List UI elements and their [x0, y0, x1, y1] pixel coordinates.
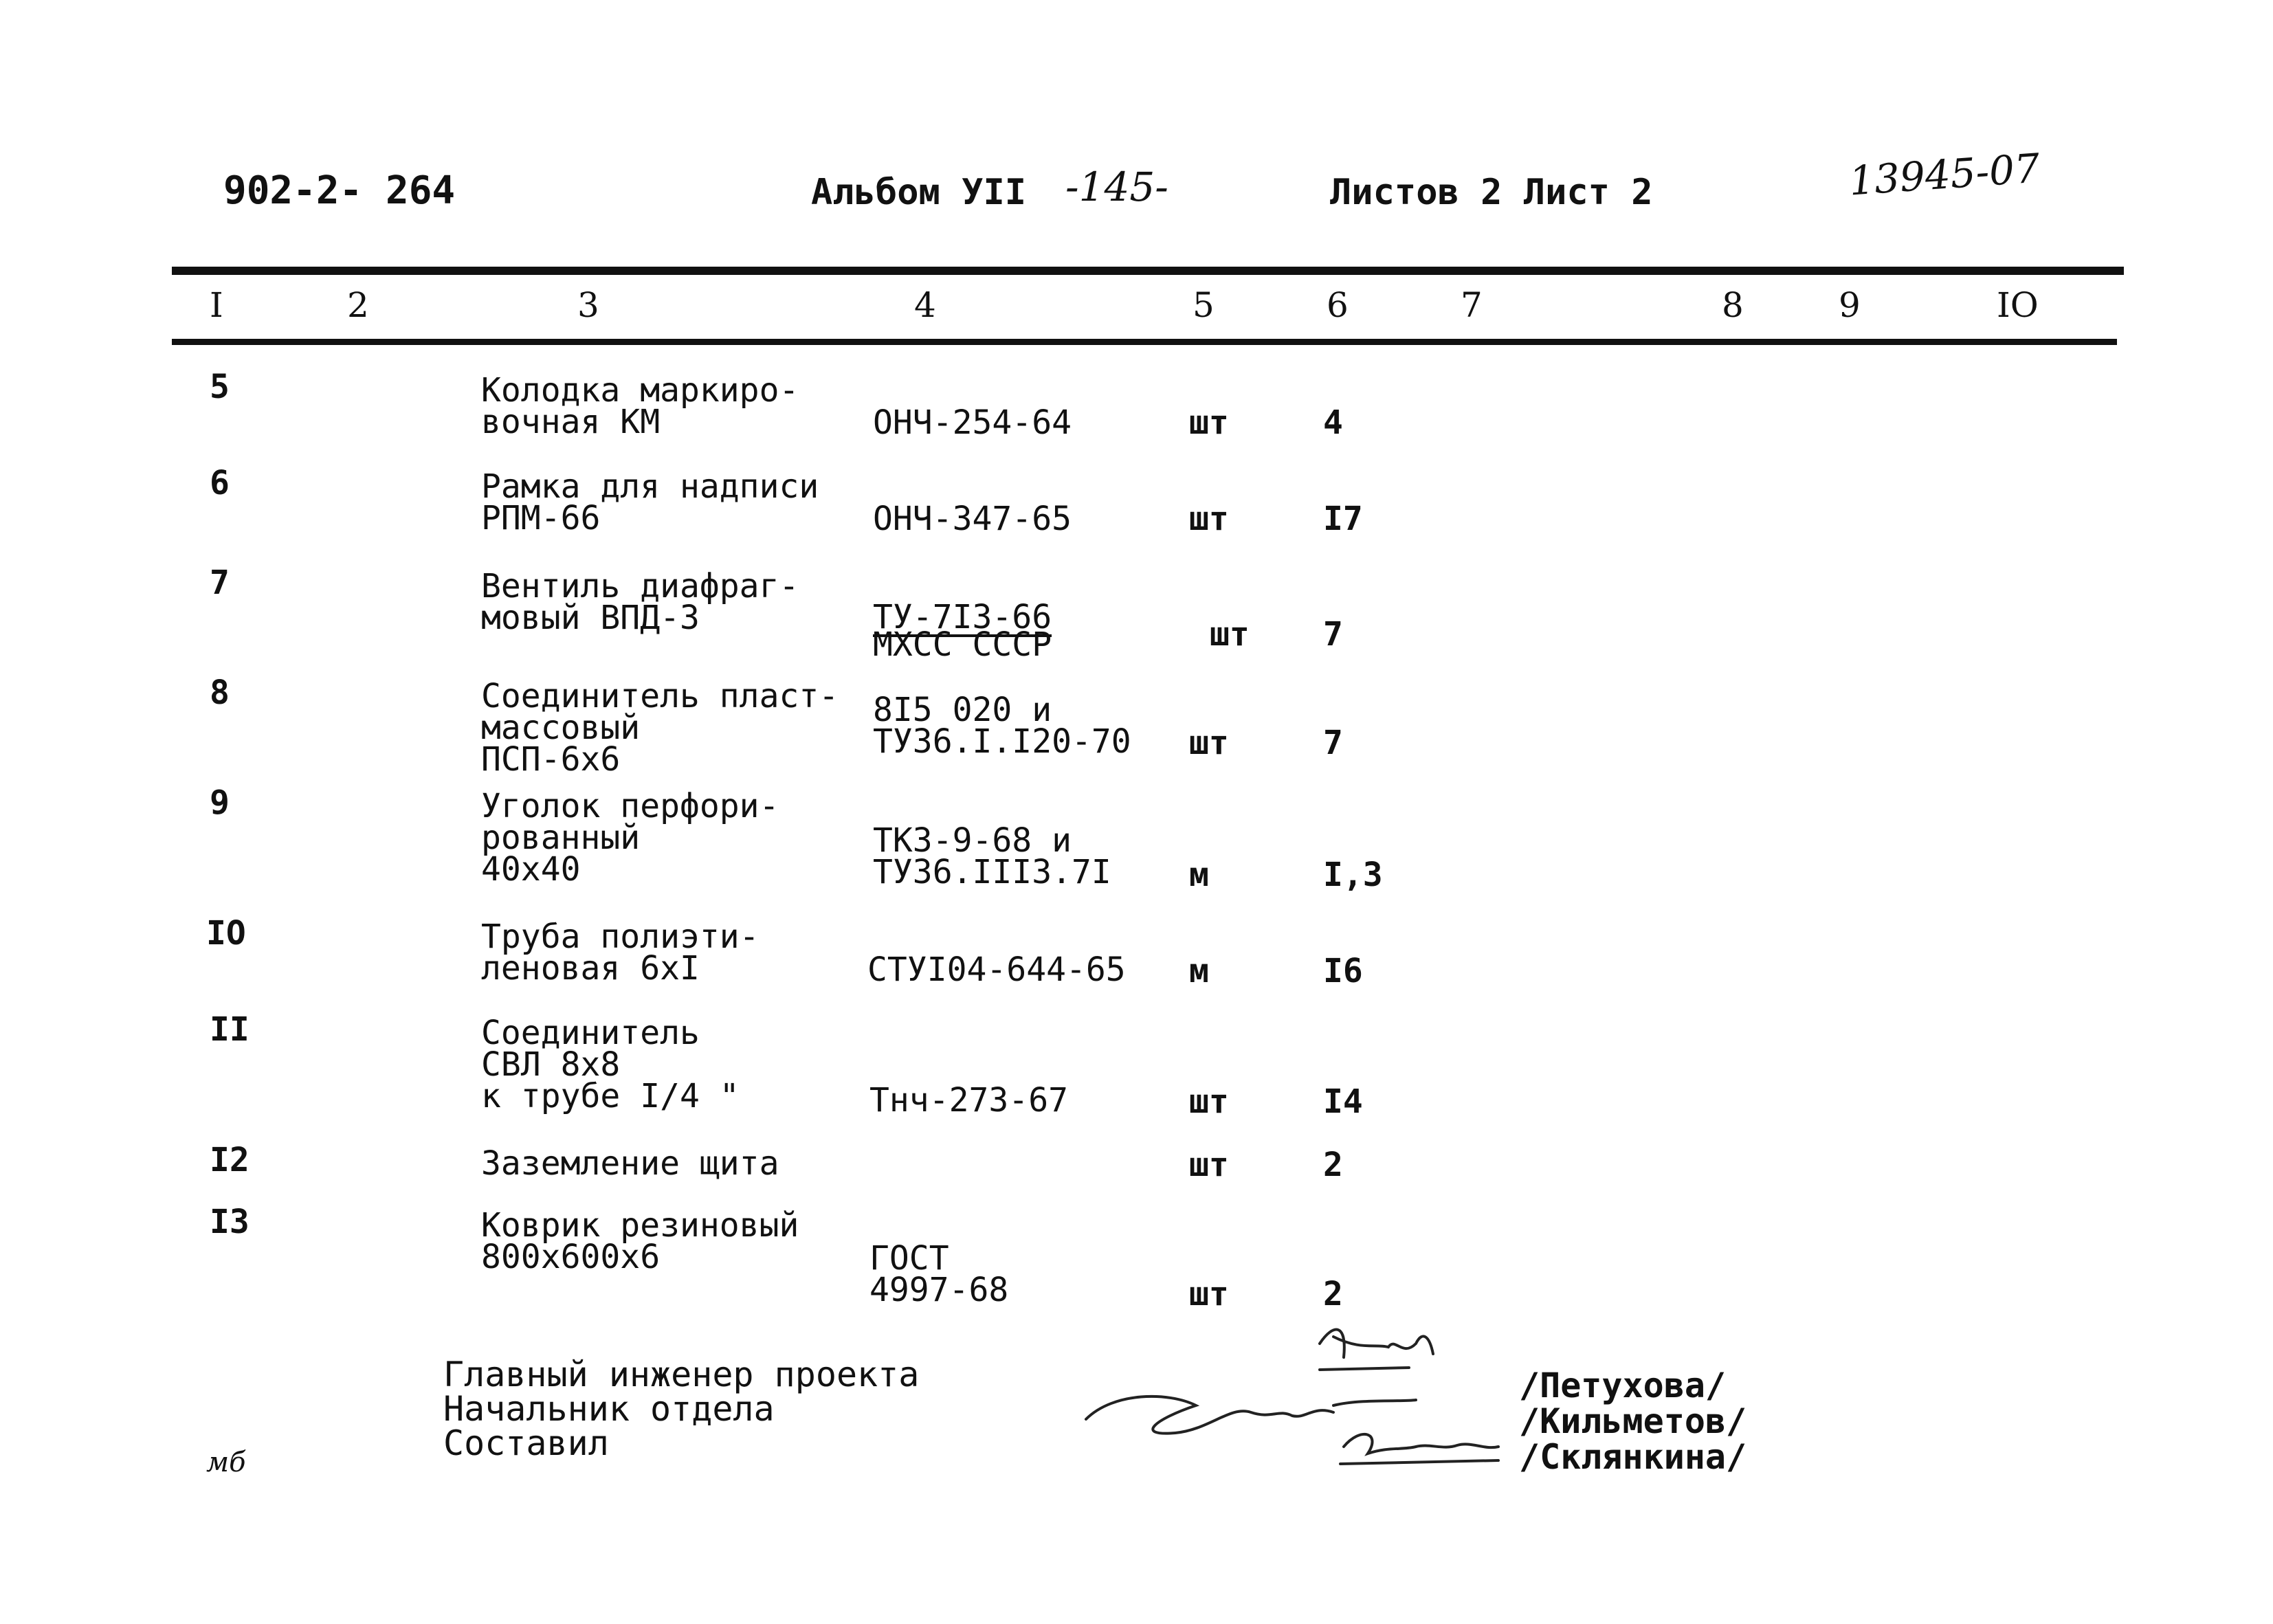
- column-header-3: 3: [577, 285, 599, 325]
- name-petukhova: /Петухова/: [1519, 1366, 1727, 1405]
- item-name-line: массовый: [481, 709, 641, 747]
- item-quantity: 2: [1323, 1275, 1343, 1313]
- item-name-line: Уголок перфори-: [481, 787, 779, 825]
- signature-names: [1519, 1368, 1747, 1475]
- item-spec: ОНЧ-347-65: [873, 500, 1072, 538]
- item-spec-line: ТКЗ-9-68 и: [873, 821, 1072, 860]
- row-number: I3: [210, 1203, 250, 1241]
- item-quantity: 7: [1323, 615, 1343, 654]
- role-chief-engineer: Главный инженер проекта: [443, 1355, 920, 1394]
- item-unit: шт: [1189, 403, 1229, 442]
- row-number: 7: [210, 564, 230, 602]
- row-number: 8: [210, 674, 230, 712]
- item-name-line: Соединитель пласт-: [481, 677, 839, 715]
- item-name-line: Заземление щита: [481, 1144, 779, 1183]
- item-name-line: Соединитель: [481, 1014, 700, 1052]
- item-quantity: 7: [1323, 724, 1343, 762]
- document-code: 902-2- 264: [223, 168, 456, 213]
- name-kilmetov: /Кильметов/: [1519, 1401, 1747, 1441]
- signature-roles: [443, 1355, 920, 1463]
- item-unit: шт: [1189, 724, 1229, 762]
- item-name: [481, 1144, 779, 1183]
- item-name: [481, 567, 799, 637]
- item-name-line: Вентиль диафраг-: [481, 567, 799, 605]
- column-header-4: 4: [914, 285, 936, 325]
- table-header-rule: [172, 339, 2117, 345]
- item-quantity: I6: [1323, 952, 1363, 990]
- name-sklyankina: /Склянкина/: [1519, 1437, 1747, 1477]
- item-name: [481, 917, 759, 988]
- archive-number: 13945-07: [1847, 144, 2041, 205]
- item-name: [481, 677, 839, 779]
- item-spec: СТУI04-644-65: [867, 950, 1126, 989]
- item-quantity: I7: [1323, 500, 1363, 538]
- item-spec-line: ГОСТ: [869, 1239, 949, 1278]
- item-spec: [869, 1239, 1009, 1309]
- item-spec: Тнч-273-67: [869, 1081, 1068, 1120]
- item-name-line: к трубе I/4 ": [481, 1077, 740, 1115]
- item-spec: [873, 598, 1052, 664]
- column-header-8: 8: [1722, 285, 1744, 325]
- item-spec-line: ТУ36.I.I20-70: [873, 722, 1131, 761]
- item-unit: шт: [1189, 1146, 1229, 1184]
- item-name-line: вочная КМ: [481, 403, 661, 441]
- item-unit: шт: [1189, 1275, 1229, 1313]
- item-spec-numerator: ТУ-7I3-66: [873, 598, 1052, 636]
- column-header-1: I: [210, 285, 223, 325]
- item-name: [481, 787, 779, 889]
- item-unit: шт: [1189, 500, 1229, 538]
- row-number: IO: [206, 914, 246, 953]
- item-name: [481, 1206, 799, 1276]
- item-unit: шт: [1210, 615, 1250, 654]
- item-name-line: мовый ВПД-3: [481, 599, 700, 637]
- item-quantity: I4: [1323, 1082, 1363, 1121]
- role-compiled-by: Составил: [443, 1423, 609, 1463]
- item-name-line: Труба полиэти-: [481, 917, 759, 956]
- item-name-line: Коврик резиновый: [481, 1206, 799, 1245]
- column-header-7: 7: [1461, 285, 1483, 325]
- column-header-9: 9: [1839, 285, 1861, 325]
- column-header-2: 2: [347, 285, 369, 325]
- item-spec-line: 8I5 020 и: [873, 691, 1052, 729]
- item-quantity: I,3: [1323, 856, 1383, 894]
- row-number: 9: [210, 783, 230, 822]
- item-unit: шт: [1189, 1082, 1229, 1121]
- item-name-line: 800х600х6: [481, 1238, 661, 1276]
- handwritten-signatures: [1072, 1316, 1512, 1481]
- table-top-rule: [172, 267, 2124, 275]
- row-number: 6: [210, 464, 230, 502]
- corner-marker: мб: [206, 1447, 246, 1478]
- column-header-10: IO: [1997, 285, 2039, 325]
- item-spec: [873, 691, 1131, 761]
- item-name: [481, 1014, 740, 1115]
- item-spec: ОНЧ-254-64: [873, 403, 1072, 442]
- album-label: Альбом УII: [811, 172, 1027, 213]
- item-name-line: ПСП-6х6: [481, 740, 621, 779]
- item-name-line: 40х40: [481, 850, 581, 889]
- item-name: [481, 371, 799, 441]
- row-number: II: [210, 1010, 250, 1049]
- item-spec-line: 4997-68: [869, 1271, 1009, 1309]
- item-spec-denominator: МХСС СССР: [873, 625, 1052, 664]
- item-name-line: рованный: [481, 819, 641, 857]
- column-header-5: 5: [1193, 285, 1215, 325]
- item-spec-line: ТУ36.III3.7I: [873, 853, 1111, 891]
- item-unit: м: [1189, 856, 1209, 894]
- role-department-head: Начальник отдела: [443, 1389, 775, 1429]
- column-header-6: 6: [1327, 285, 1349, 325]
- item-name-line: леновая 6хI: [481, 949, 700, 988]
- item-quantity: 4: [1323, 403, 1343, 442]
- sheets-label: Листов 2 Лист 2: [1330, 172, 1653, 213]
- item-name-line: РПМ-66: [481, 499, 601, 537]
- row-number: I2: [210, 1141, 250, 1179]
- item-quantity: 2: [1323, 1146, 1343, 1184]
- item-name: [481, 467, 819, 537]
- page-number: -145-: [1065, 164, 1168, 210]
- item-unit: м: [1189, 952, 1209, 990]
- item-name-line: СВЛ 8х8: [481, 1045, 621, 1084]
- item-spec: [873, 821, 1111, 891]
- item-name-line: Колодка маркиро-: [481, 371, 799, 410]
- item-name-line: Рамка для надписи: [481, 467, 819, 506]
- row-number: 5: [210, 368, 230, 406]
